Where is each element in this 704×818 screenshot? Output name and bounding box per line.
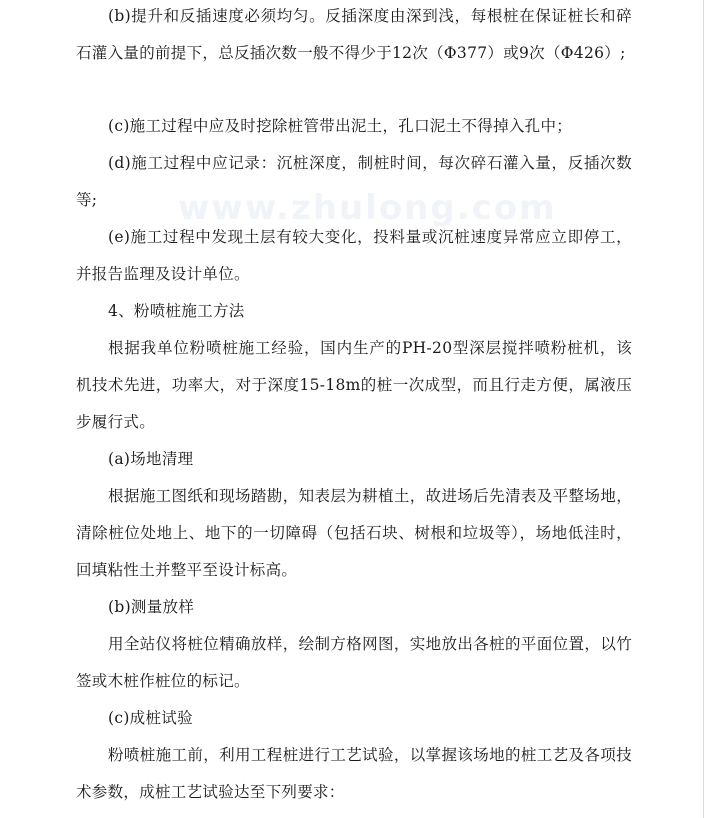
paragraph-machine: 根据我单位粉喷桩施工经验，国内生产的PH-20型深层搅拌喷粉桩机，该机技术先进，功率大，对于深度15-18m的桩一次成型，而且行走方便，属液压步履行式。: [76, 339, 632, 431]
paragraph-records: (d)施工过程中应记录：沉桩深度，制桩时间，每次碎石灌入量，反插次数等;: [76, 154, 632, 209]
section-heading-powder-pile: 4、粉喷桩施工方法: [108, 302, 245, 320]
paragraph-pile-test: 粉喷桩施工前，利用工程桩进行工艺试验，以掌握该场地的桩工艺及各项技术参数，成桩工艺试验达至下列要求：: [76, 746, 632, 801]
paragraph-survey: 用全站仪将桩位精确放样，绘制方格网图，实地放出各桩的平面位置，以竹签或木桩作桩位的标记。: [76, 635, 632, 690]
paragraph-remove-mud: (c)施工过程中应及时挖除桩管带出泥土，孔口泥土不得掉入孔中；: [108, 117, 573, 135]
paragraph-soil-change: (e)施工过程中发现土层有较大变化，投料量或沉桩速度异常应立即停工，并报告监理及设计单位。: [76, 228, 632, 283]
paragraph-reinsertion-speed: (b)提升和反插速度必须均匀。反插深度由深到浅，每根桩在保证桩长和碎石灌入量的前提下，总反插次数一般不得少于12次（Φ377）或9次（Φ426）;: [76, 7, 632, 62]
subheading-site-clearing: (a)场地清理: [108, 450, 194, 468]
subheading-pile-test: (c)成桩试验: [108, 709, 193, 727]
subheading-survey: (b)测量放样: [108, 598, 195, 616]
watermark: www.zhulong.com: [178, 188, 557, 228]
paragraph-site-clearing: 根据施工图纸和现场踏勘，知表层为耕植土，故进场后先清表及平整场地，清除桩位处地上、地下的一切障碍（包括石块、树根和垃圾等），场地低洼时，回填粘性土并整平至设计标高。: [76, 487, 632, 579]
